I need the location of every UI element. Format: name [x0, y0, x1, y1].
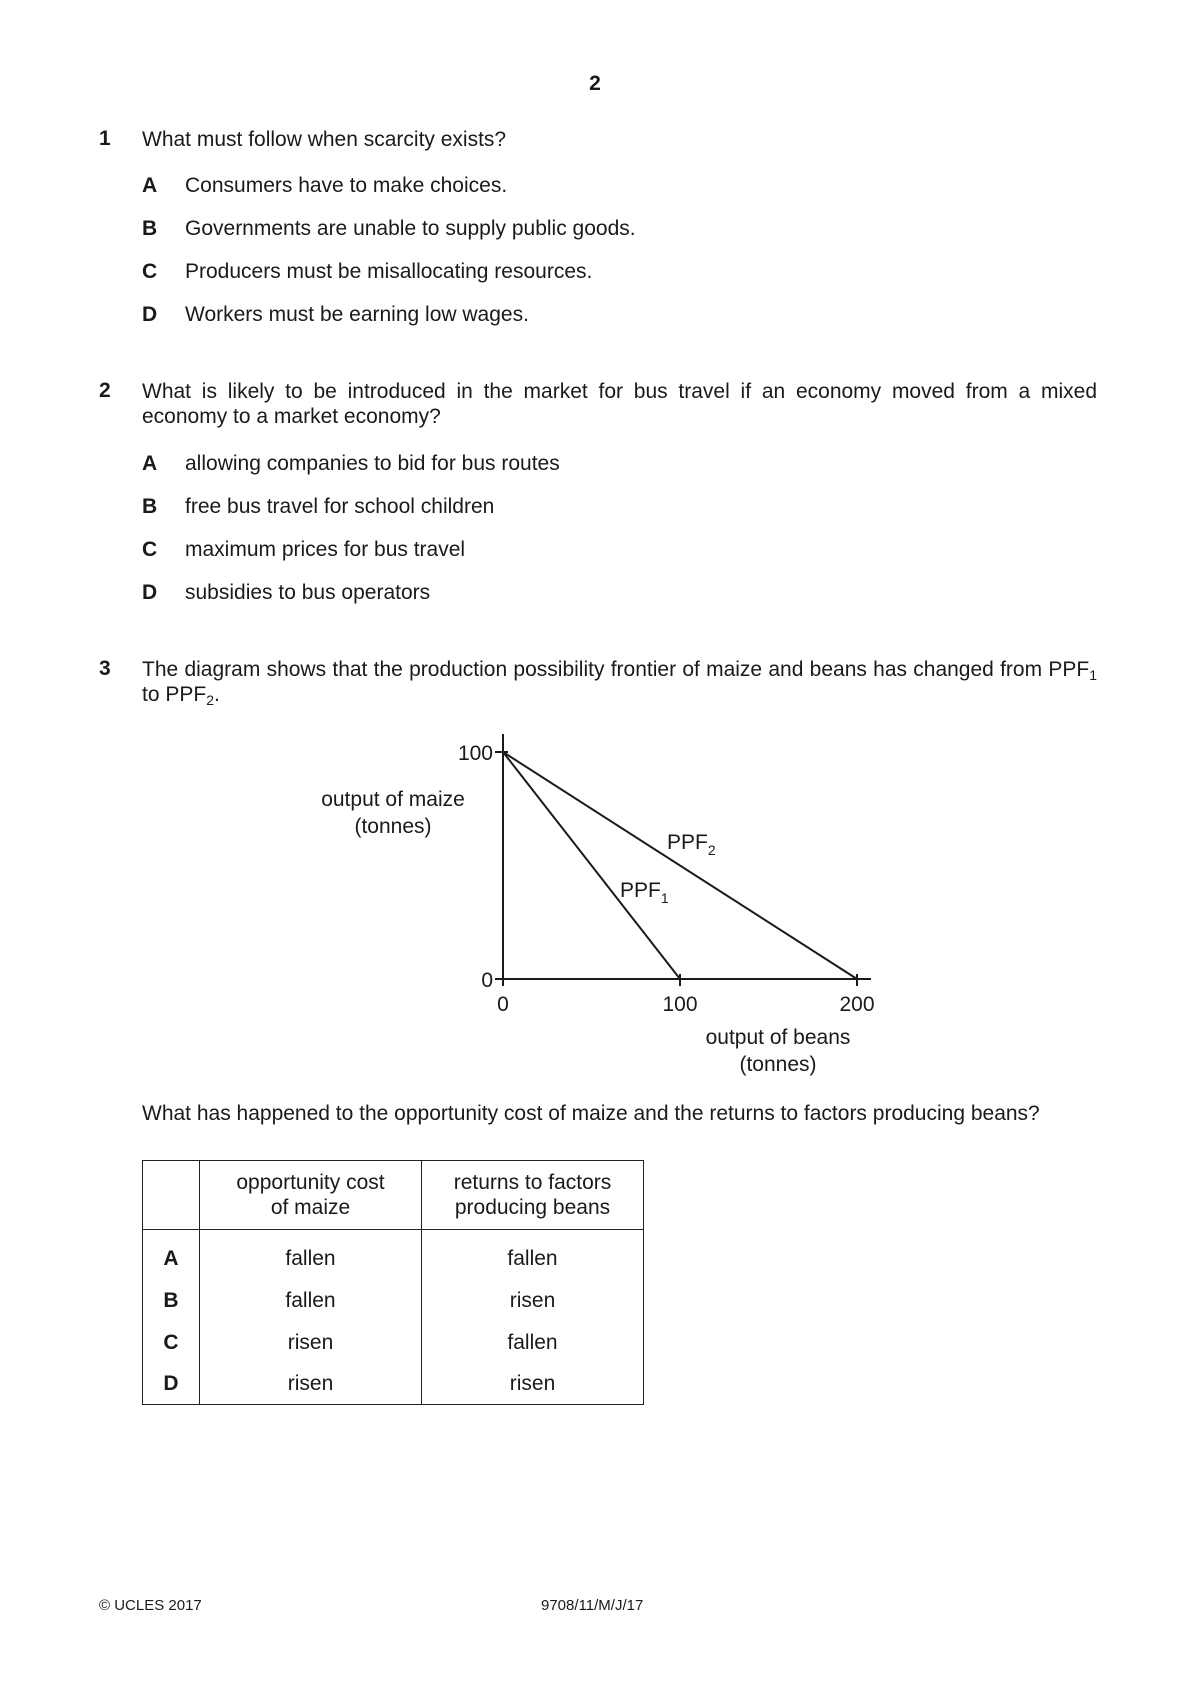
q2-option-letter: B [142, 495, 158, 518]
question-1-text: What must follow when scarcity exists? [142, 128, 507, 151]
question-1-number: 1 [99, 127, 111, 150]
question-3-text: The diagram shows that the production possibility frontier of maize and beans has changed from $PPF_1$ to $PPF_2$. [142, 658, 1097, 708]
table-row [143, 1322, 644, 1364]
row-opportunity-cost: risen [200, 1364, 422, 1405]
table-row [143, 1364, 644, 1405]
page-number: 2 [589, 72, 601, 95]
ppf-2-line [503, 752, 857, 979]
row-returns: fallen [422, 1322, 644, 1364]
q2-option-d-text: subsidies to bus operators [185, 581, 431, 604]
y-axis-label: output of maize [321, 788, 465, 811]
footer-paper-code: 9708/11/M/J/17 [541, 1597, 644, 1614]
answer-table [142, 1160, 644, 1405]
q2-option-letter: A [142, 452, 158, 475]
y-tick-label: 100 [457, 742, 493, 765]
table-row [143, 1230, 644, 1281]
q1-option-letter: B [142, 217, 158, 240]
x-tick-label: 100 [662, 993, 698, 1016]
ppf-1-line [503, 752, 680, 979]
x-axis-label: output of beans [705, 1026, 851, 1049]
row-returns: risen [422, 1280, 644, 1322]
row-letter: B [143, 1280, 200, 1322]
y-tick-label: 0 [481, 969, 493, 992]
q1-option-a-text: Consumers have to make choices. [185, 174, 508, 197]
question-2-number: 2 [99, 379, 111, 402]
q2-option-letter: C [142, 538, 158, 561]
ppf-2-label: $PPF_2$ [667, 831, 716, 858]
q2-option-b-text: free bus travel for school children [185, 495, 495, 518]
q2-option-c-text: maximum prices for bus travel [185, 538, 466, 561]
footer-copyright: © UCLES 2017 [99, 1597, 202, 1614]
row-opportunity-cost: fallen [200, 1280, 422, 1322]
question-2-text: What is likely to be introduced in the market for bus travel if an economy moved from a mixed economy to a market economy? [142, 380, 1097, 428]
x-tick-label: 0 [497, 993, 509, 1016]
row-letter: C [143, 1322, 200, 1364]
table-header-returns: returns to factors producing beans [422, 1161, 644, 1230]
row-opportunity-cost: fallen [200, 1230, 422, 1281]
ppf-1-label: $PPF_1$ [620, 879, 669, 906]
q1-option-letter: D [142, 303, 158, 326]
row-letter: A [143, 1230, 200, 1281]
table-header-opportunity-cost: opportunity cost of maize [200, 1161, 422, 1230]
table-row [143, 1280, 644, 1322]
row-opportunity-cost: risen [200, 1322, 422, 1364]
q2-option-letter: D [142, 581, 158, 604]
question-3-subquestion: What has happened to the opportunity cost of maize and the returns to factors producing beans? [142, 1102, 1040, 1125]
row-letter: D [143, 1364, 200, 1405]
table-header-blank [143, 1161, 200, 1230]
q1-option-letter: C [142, 260, 158, 283]
q1-option-b-text: Governments are unable to supply public goods. [185, 217, 636, 240]
question-3-number: 3 [99, 657, 111, 680]
q1-option-letter: A [142, 174, 158, 197]
q1-option-c-text: Producers must be misallocating resources. [185, 260, 593, 283]
row-returns: fallen [422, 1230, 644, 1281]
y-axis-label: (tonnes) [354, 815, 432, 838]
q1-option-d-text: Workers must be earning low wages. [185, 303, 529, 326]
x-axis-label: (tonnes) [739, 1053, 817, 1076]
x-tick-label: 200 [839, 993, 875, 1016]
q2-option-a-text: allowing companies to bid for bus routes [185, 452, 560, 475]
row-returns: risen [422, 1364, 644, 1405]
